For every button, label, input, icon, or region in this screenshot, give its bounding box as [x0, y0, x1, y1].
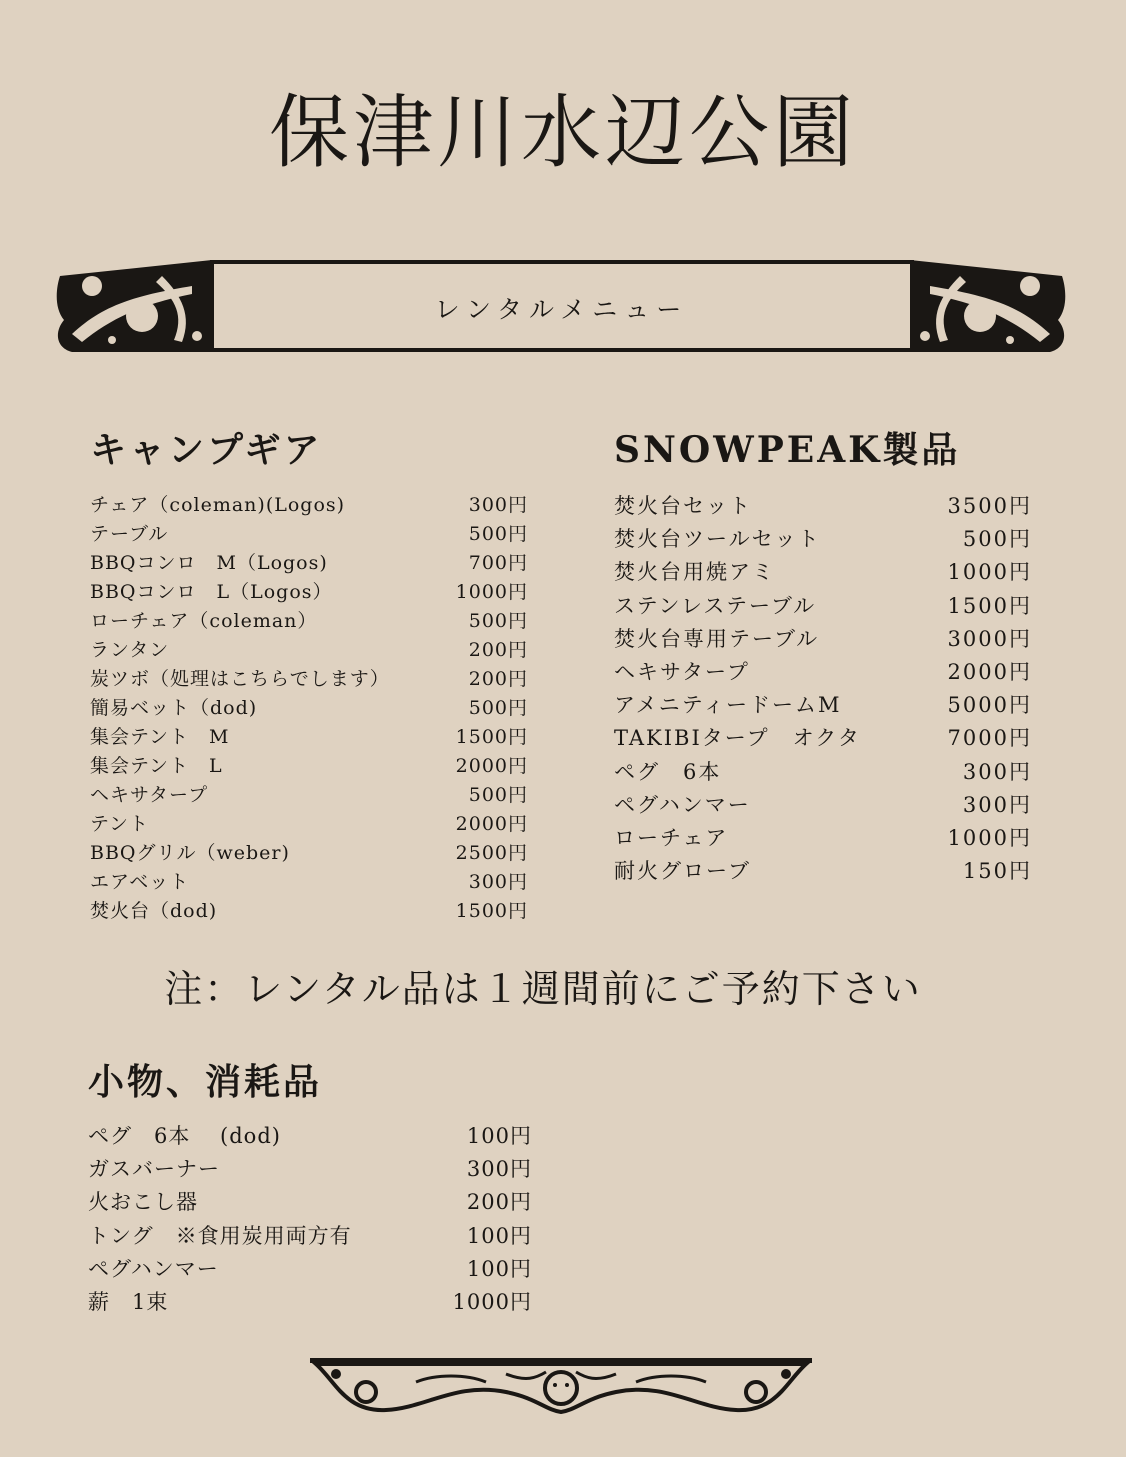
- item-name: ペグハンマー: [88, 1256, 219, 1281]
- item-price: 100円: [466, 1256, 532, 1281]
- item-name: 焚火台用焼アミ: [614, 560, 775, 585]
- item-price: 500円: [468, 784, 528, 806]
- snowpeak-heading: SNOWPEAK製品: [614, 429, 961, 471]
- consumables-heading: 小物、消耗品: [88, 1061, 323, 1103]
- item-name: テント: [90, 813, 150, 835]
- item-price: 500円: [962, 527, 1032, 552]
- item-name: ヘキサタープ: [90, 784, 209, 806]
- item-name: ヘキサタープ: [614, 660, 750, 684]
- item-name: 焚火台ツールセット: [614, 527, 821, 552]
- item-name: ステンレステーブル: [614, 593, 817, 618]
- item-name: 集会テント L: [90, 755, 223, 777]
- item-name: ペグ 6本: [614, 759, 722, 784]
- item-name: BBQグリル（weber): [90, 842, 290, 864]
- page-title: 保津川水辺公園: [269, 86, 857, 179]
- item-price: 1500円: [455, 900, 528, 922]
- item-name: BBQコンロ M（Logos): [90, 552, 328, 574]
- item-name: 簡易ベット（dod): [90, 697, 258, 719]
- item-name: ガスバーナー: [88, 1157, 220, 1182]
- item-price: 200円: [468, 668, 528, 690]
- footer-ornament: [306, 1352, 816, 1424]
- item-price: 1500円: [455, 726, 528, 748]
- item-price: 100円: [466, 1223, 532, 1248]
- item-price: 1500円: [947, 593, 1032, 618]
- item-name: ペグ 6本 (dod): [88, 1124, 281, 1148]
- item-price: 150円: [962, 859, 1032, 884]
- item-name: 焚火台セット: [614, 494, 752, 518]
- item-name: BBQコンロ L（Logos）: [90, 581, 333, 603]
- item-name: ローチェア（coleman）: [90, 610, 318, 632]
- item-name: 集会テント M: [90, 726, 230, 748]
- item-name: 焚火台専用テーブル: [614, 626, 820, 651]
- item-price: 200円: [466, 1190, 532, 1215]
- item-price: 2000円: [455, 813, 528, 835]
- item-name: TAKIBIタープ オクタ: [614, 726, 861, 751]
- item-price: 5000円: [947, 693, 1032, 718]
- item-price: 1000円: [455, 581, 528, 603]
- item-price: 2500円: [455, 842, 528, 864]
- item-price: 200円: [468, 639, 528, 661]
- item-price: 300円: [962, 759, 1032, 784]
- item-price: 700円: [468, 552, 528, 574]
- item-name: トング ※食用炭用両方有: [88, 1223, 352, 1248]
- reservation-note: 注：レンタル品は１週間前にご予約下さい: [164, 967, 922, 1011]
- item-name: ペグハンマー: [614, 792, 751, 817]
- item-price: 300円: [466, 1157, 532, 1182]
- item-name: 炭ツボ（処理はこちらでします）: [90, 668, 390, 690]
- item-name: 耐火グローブ: [614, 859, 751, 884]
- item-price: 500円: [468, 523, 528, 545]
- item-price: 3500円: [947, 494, 1032, 518]
- item-price: 500円: [468, 697, 528, 719]
- banner-title: レンタルメニュー: [434, 295, 689, 324]
- item-name: アメニティードームM: [614, 693, 842, 718]
- item-name: 薪 1束: [88, 1290, 169, 1314]
- item-name: エアベット: [90, 871, 190, 893]
- item-price: 300円: [468, 871, 528, 893]
- item-price: 2000円: [455, 755, 528, 777]
- item-name: 火おこし器: [88, 1190, 198, 1215]
- item-price: 100円: [466, 1124, 532, 1148]
- camp-gear-heading: キャンプギア: [90, 429, 323, 471]
- item-price: 300円: [962, 792, 1032, 817]
- item-price: 7000円: [947, 726, 1032, 751]
- item-price: 500円: [468, 610, 528, 632]
- item-price: 300円: [468, 494, 528, 516]
- item-price: 1000円: [947, 826, 1032, 850]
- item-name: チェア（coleman)(Logos): [90, 494, 346, 516]
- item-name: ローチェア: [614, 826, 729, 850]
- item-name: テーブル: [90, 523, 169, 545]
- item-price: 2000円: [947, 660, 1032, 684]
- item-price: 3000円: [947, 626, 1032, 651]
- item-name: 焚火台（dod): [90, 900, 218, 922]
- item-price: 1000円: [947, 560, 1032, 585]
- item-price: 1000円: [452, 1290, 532, 1314]
- item-name: ランタン: [90, 639, 170, 661]
